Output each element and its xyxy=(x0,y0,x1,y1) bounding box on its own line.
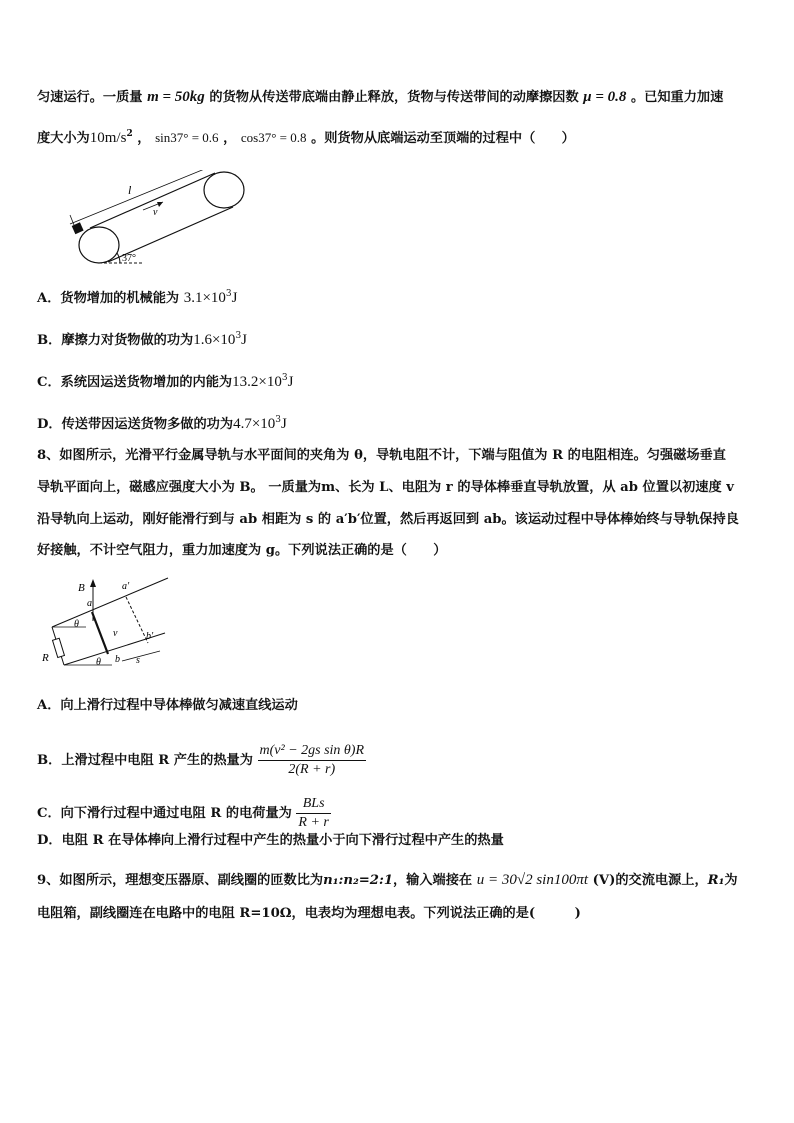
label-a-prime: a′ xyxy=(122,581,130,592)
q9-text: 9、如图所示，理想变压器原、副线圈的匝数比为 xyxy=(37,873,324,888)
velocity-label: v xyxy=(113,628,118,639)
option-exp: 3 xyxy=(281,373,288,383)
q8-option-d: D．电阻 R 在导体棒向上滑行过程中产生的热量小于向下滑行过程中产生的热量 xyxy=(37,833,504,848)
inclined-rails-figure xyxy=(40,575,180,670)
distance-label: s xyxy=(136,655,140,666)
q9-stem-line1 xyxy=(37,871,738,890)
theta-label: θ xyxy=(74,619,79,630)
q7-text: ， xyxy=(223,131,237,146)
fraction-numerator: BLs xyxy=(296,795,330,814)
q8-stem-line3: 沿导轨向上运动，刚好能滑行到与 ab 相距为 s 的 a′b′位置，然后再返回到 ab。该运动过程中导体棒始终与导轨保持良 xyxy=(37,512,739,527)
q7-text: 匀速运行。一质量 xyxy=(37,90,143,105)
option-exp: 3 xyxy=(225,289,232,299)
charge-fraction xyxy=(296,795,330,832)
q9-text: ，输入端接在 xyxy=(393,873,473,888)
q7-text: ， xyxy=(137,131,151,146)
option-value: 1.6×10 xyxy=(193,332,236,348)
fraction-numerator: m(v² − 2gs sin θ)R xyxy=(258,742,367,761)
length-label: l xyxy=(128,183,132,197)
g-exp: 2 xyxy=(126,129,133,139)
q7-text: 的货物从传送带底端由静止释放，货物与传送带间的动摩擦因数 xyxy=(209,90,579,105)
q8-stem-line1: 8、如图所示，光滑平行金属导轨与水平面间的夹角为 θ，导轨电阻不计，下端与阻值为 R 的电阻相连。匀强磁场垂直 xyxy=(37,448,726,463)
q7-option-d xyxy=(37,411,287,434)
q7-option-a xyxy=(37,285,238,308)
option-text: A．货物增加的机械能为 xyxy=(37,291,180,306)
q8-stem-line4: 好接触，不计空气阻力，重力加速度为 g。下列说法正确的是（ ） xyxy=(37,543,447,558)
option-text: B．上滑过程中电阻 R 产生的热量为 xyxy=(37,753,253,768)
q7-stem-line2 xyxy=(37,125,575,148)
q8-option-b xyxy=(37,742,366,779)
g-value: 10m/s xyxy=(89,130,127,146)
q7-text: 度大小为 xyxy=(37,131,90,146)
option-exp: 3 xyxy=(235,331,242,341)
r1-label: R₁ xyxy=(707,873,725,888)
heat-fraction xyxy=(258,742,367,779)
theta-label: θ xyxy=(96,657,101,668)
option-value: 13.2×10 xyxy=(232,374,282,390)
q7-stem-line1 xyxy=(37,88,723,107)
q7-option-b xyxy=(37,327,247,350)
sin-value: sin37° = 0.6 xyxy=(155,130,219,145)
q9-text: 为 xyxy=(724,873,738,888)
velocity-label: v xyxy=(153,207,158,218)
cos-value: cos37° = 0.8 xyxy=(240,130,307,145)
conveyor-belt-figure xyxy=(60,170,260,270)
option-exp: 3 xyxy=(275,415,282,425)
q7-text: 。已知重力加速 xyxy=(630,90,724,105)
option-text: C．向下滑行过程中通过电阻 R 的电荷量为 xyxy=(37,806,292,821)
option-unit: J xyxy=(241,332,248,348)
q9-text: (V)的交流电源上， xyxy=(592,873,708,888)
option-unit: J xyxy=(281,416,287,432)
mass-value: m = 50kg xyxy=(147,89,205,105)
resistor-label: R xyxy=(42,652,49,664)
option-unit: J xyxy=(231,290,238,306)
q7-text: 。则货物从底端运动至顶端的过程中（ ） xyxy=(311,131,575,146)
b-field-label: B xyxy=(78,582,85,594)
option-text: D．传送带因运送货物多做的功为 xyxy=(37,417,234,432)
q8-option-a: A．向上滑行过程中导体棒做匀减速直线运动 xyxy=(37,698,298,713)
q8-option-c xyxy=(37,795,331,832)
turns-ratio: n₁:n₂=2:1 xyxy=(323,873,393,888)
q9-stem-line2: 电阻箱，副线圈连在电路中的电阻 R=10Ω，电表均为理想电表。下列说法正确的是( ) xyxy=(37,906,581,921)
angle-label: 37° xyxy=(122,253,136,264)
label-b-prime: b′ xyxy=(146,631,154,642)
fraction-denominator: 2(R + r) xyxy=(288,762,336,777)
option-value: 4.7×10 xyxy=(233,416,276,432)
option-value: 3.1×10 xyxy=(183,290,226,306)
q7-option-c xyxy=(37,369,293,392)
q8-stem-line2: 导轨平面向上，磁感应强度大小为 B。 一质量为m、长为 L、电阻为 r 的导体棒垂直导轨放置，从 ab 位置以初速度 v xyxy=(37,480,734,495)
option-text: B．摩擦力对货物做的功为 xyxy=(37,333,194,348)
label-b: b xyxy=(115,654,120,665)
fraction-denominator: R + r xyxy=(298,815,329,830)
mu-value: μ = 0.8 xyxy=(583,89,627,105)
source-voltage-expr: u = 30√2 sin100πt xyxy=(476,872,589,888)
option-text: C．系统因运送货物增加的内能为 xyxy=(37,375,233,390)
label-a: a xyxy=(87,598,92,609)
option-unit: J xyxy=(287,374,294,390)
